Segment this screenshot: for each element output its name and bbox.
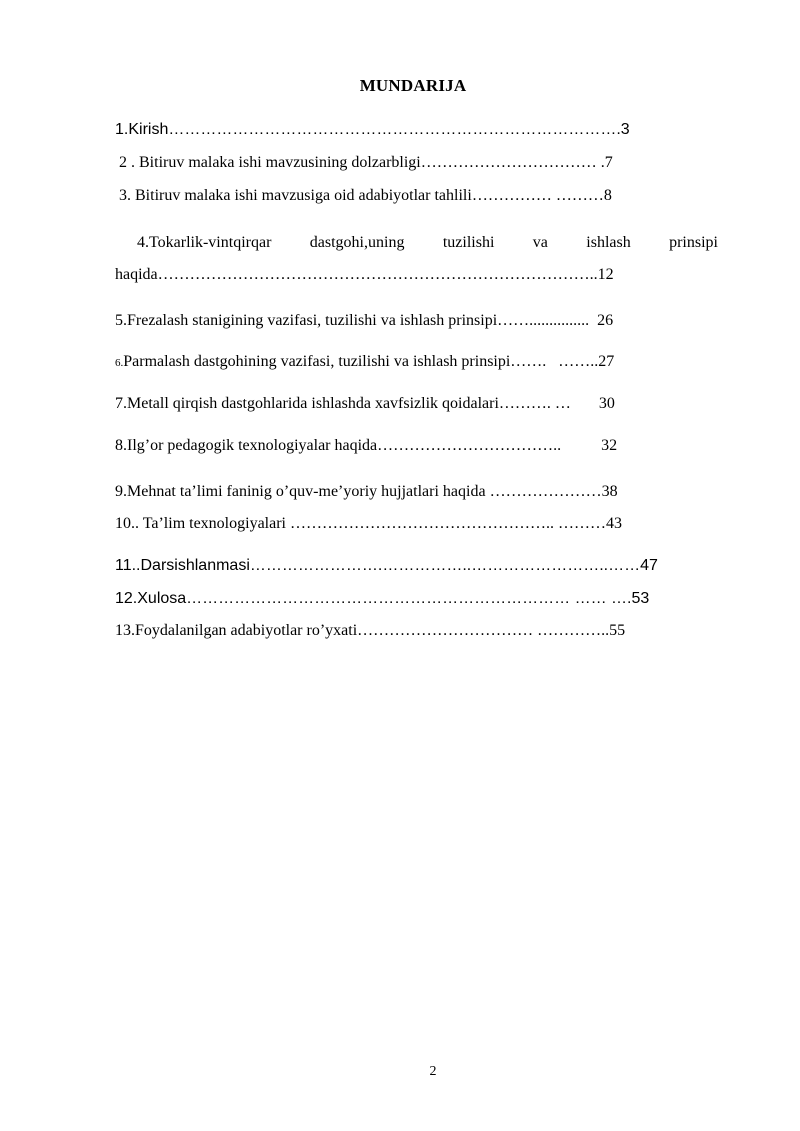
- page-title: MUNDARIJA: [359, 76, 467, 95]
- toc-item-4-line1: 4.Tokarlik-vintqirqar dastgohi,uning tuzilishi va ishlash prinsipi: [137, 234, 718, 251]
- toc-item-11: 11..Darsishlanmasi…………………….……………..……………………..……47: [115, 557, 658, 574]
- toc-item-7: 7.Metall qirqish dastgohlarida ishlashda xavfsizlik qoidalari………. … 30: [115, 395, 615, 412]
- toc-item-9: 9.Mehnat ta’limi faninig o’quv-me’yoriy hujjatlari haqida …………………38: [115, 483, 618, 500]
- toc-item-5: 5.Frezalash stanigining vazifasi, tuzilishi va ishlash prinsipi……............... 26: [115, 312, 614, 329]
- toc-item-6-number: 6.: [115, 357, 124, 369]
- toc-item-6-text: Parmalash dastgohining vazifasi, tuzilishi va ishlash prinsipi……. ……..27: [123, 353, 615, 370]
- toc-item-1: 1.Kirish………………………………………………………………………….3: [115, 121, 630, 138]
- toc-item-10: 10.. Ta’lim texnologiyalari ………………………………………….. ………43: [115, 515, 622, 532]
- toc-item-12: 12.Xulosa……………………………………………………………… …… ….53: [115, 590, 650, 607]
- toc-item-6: [115, 352, 614, 373]
- toc-item-13: 13.Foydalanilgan adabiyotlar ro’yxati…………………………… …………..55: [115, 622, 626, 639]
- page-number: 2: [429, 1064, 437, 1079]
- toc-item-2: 2 . Bitiruv malaka ishi mavzusining dolzarbligi…………………………… .7: [115, 154, 613, 171]
- toc-item-4-line2: haqida………………………………………………………………………..12: [115, 266, 614, 283]
- toc-item-8: 8.Ilg’or pedagogik texnologiyalar haqida…………………………….. 32: [115, 437, 618, 454]
- toc-item-3: 3. Bitiruv malaka ishi mavzusiga oid adabiyotlar tahlili…………… ………8: [115, 187, 612, 204]
